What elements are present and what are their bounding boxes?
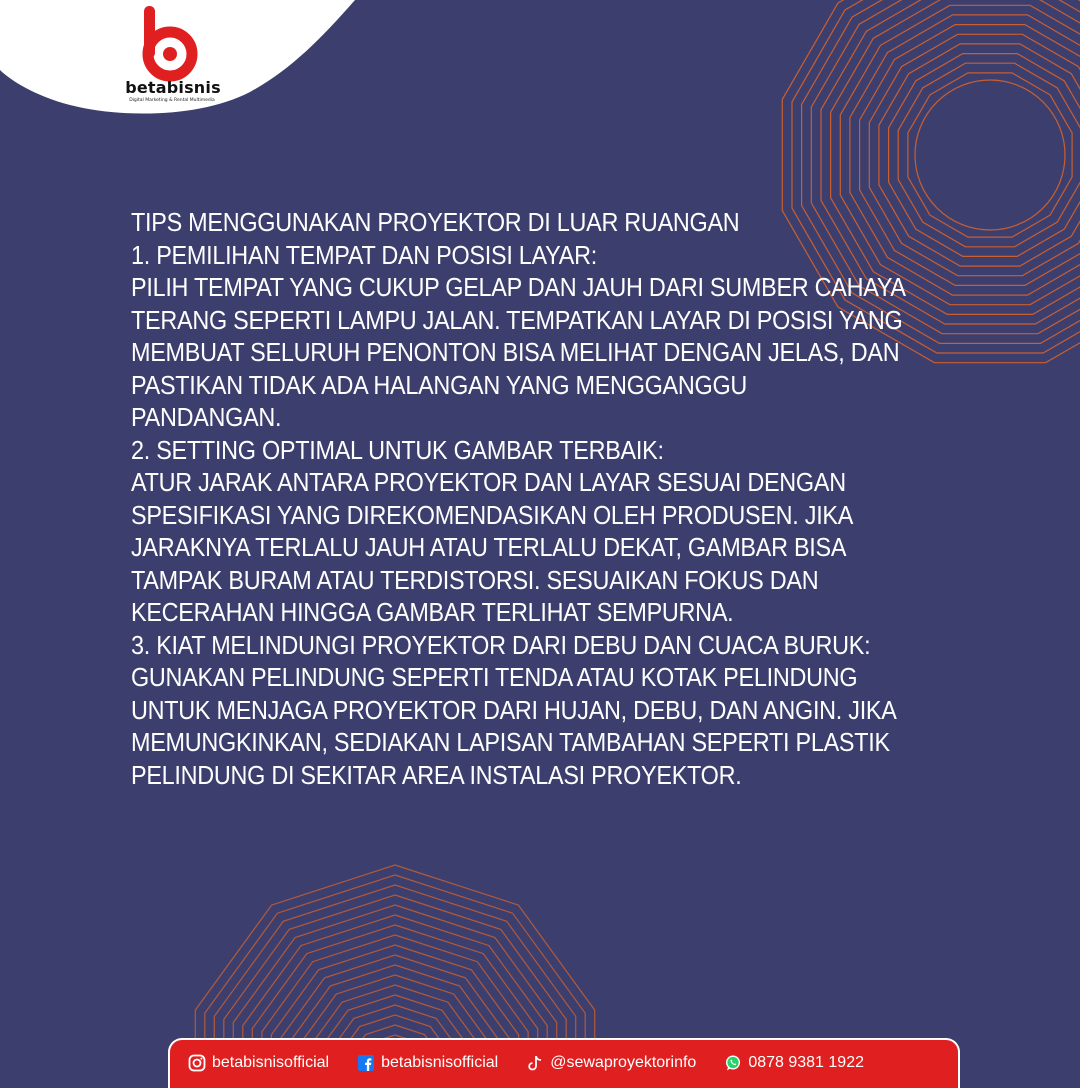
section-1-line: TERANG SEPERTI LAMPU JALAN. TEMPATKAN LAYAR DI POSISI YANG xyxy=(131,304,903,335)
betabisnis-logo-icon xyxy=(130,6,210,86)
whatsapp-icon xyxy=(724,1054,742,1072)
footer-social-links xyxy=(188,1046,886,1080)
tiktok-link[interactable] xyxy=(526,1054,696,1072)
brand-tagline: Digital Marketing & Rental Multimedia xyxy=(129,98,215,103)
section-1-line: PILIH TEMPAT YANG CUKUP GELAP DAN JAUH DARI SUMBER CAHAYA xyxy=(131,272,906,302)
facebook-handle: betabisnisofficial xyxy=(381,1054,499,1071)
page-title: TIPS MENGGUNAKAN PROYEKTOR DI LUAR RUANGAN xyxy=(131,207,740,237)
instagram-handle: betabisnisofficial xyxy=(212,1054,330,1071)
section-2-line: TAMPAK BURAM ATAU TERDISTORSI. SESUAIKAN FOKUS DAN xyxy=(131,564,819,595)
section-2-heading: 2. SETTING OPTIMAL UNTUK GAMBAR TERBAIK: xyxy=(131,434,664,465)
section-2-line: ATUR JARAK ANTARA PROYEKTOR DAN LAYAR SESUAI DENGAN xyxy=(131,467,846,497)
section-1-line: PASTIKAN TIDAK ADA HALANGAN YANG MENGGANGGU xyxy=(131,369,748,400)
section-3-line: UNTUK MENJAGA PROYEKTOR DARI HUJAN, DEBU, DAN ANGIN. JIKA xyxy=(131,694,897,725)
section-3-line: GUNAKAN PELINDUNG SEPERTI TENDA ATAU KOTAK PELINDUNG xyxy=(131,662,858,692)
facebook-icon xyxy=(357,1054,375,1072)
section-3-line: PELINDUNG DI SEKITAR AREA INSTALASI PROYEKTOR. xyxy=(131,759,742,790)
section-3-line: MEMUNGKINKAN, SEDIAKAN LAPISAN TAMBAHAN SEPERTI PLASTIK xyxy=(131,727,890,757)
section-1-line: PANDANGAN. xyxy=(131,402,282,432)
whatsapp-link[interactable] xyxy=(724,1054,864,1072)
instagram-icon xyxy=(188,1054,206,1072)
instagram-link[interactable] xyxy=(188,1054,329,1072)
section-2-line: KECERAHAN HINGGA GAMBAR TERLIHAT SEMPURNA. xyxy=(131,597,734,627)
section-2-line: JARAKNYA TERLALU JAUH ATAU TERLALU DEKAT, GAMBAR BISA xyxy=(131,532,847,562)
tiktok-handle: @sewaproyektorinfo xyxy=(550,1054,697,1071)
section-1-line: MEMBUAT SELURUH PENONTON BISA MELIHAT DENGAN JELAS, DAN xyxy=(131,337,900,367)
tips-content xyxy=(131,206,1011,791)
tiktok-icon xyxy=(526,1054,544,1072)
whatsapp-number: 0878 9381 1922 xyxy=(748,1054,864,1071)
section-3-heading: 3. KIAT MELINDUNGI PROYEKTOR DARI DEBU DAN CUACA BURUK: xyxy=(131,629,871,660)
section-2-line: SPESIFIKASI YANG DIREKOMENDASIKAN OLEH PRODUSEN. JIKA xyxy=(131,499,854,530)
facebook-link[interactable] xyxy=(357,1054,498,1072)
brand-name: betabisnis xyxy=(125,78,221,97)
section-1-heading: 1. PEMILIHAN TEMPAT DAN POSISI LAYAR: xyxy=(131,239,597,270)
